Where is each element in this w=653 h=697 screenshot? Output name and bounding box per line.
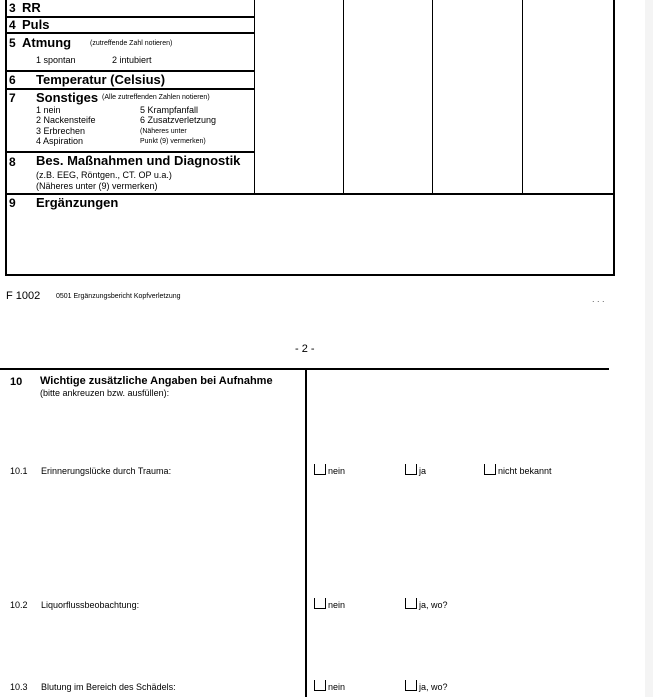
section-subtitle: (bitte ankreuzen bzw. ausfüllen): bbox=[40, 388, 170, 398]
item-number: 10.3 bbox=[10, 682, 28, 692]
row-note: (Alle zutreffenden Zahlen notieren) bbox=[102, 94, 210, 101]
row-number: 5 bbox=[9, 36, 16, 50]
sonstiges-note: (Näheres unter bbox=[140, 128, 187, 135]
option-label: nein bbox=[328, 600, 346, 610]
item-label-erinnerung: Erinnerungslücke durch Trauma: bbox=[41, 466, 172, 476]
row-title-temperatur: Temperatur (Celsius) bbox=[36, 72, 166, 87]
page-number: - 2 - bbox=[295, 343, 315, 355]
item-label-liquor: Liquorflussbeobachtung: bbox=[41, 600, 140, 610]
item-number: 10.2 bbox=[10, 600, 28, 610]
option-intubiert: 2 intubiert bbox=[112, 55, 152, 65]
section-number: 10 bbox=[10, 376, 23, 388]
row-number: 6 bbox=[9, 73, 16, 87]
sonstiges-option: 6 Zusatzverletzung bbox=[140, 115, 217, 125]
sonstiges-option: 4 Aspiration bbox=[36, 136, 84, 146]
checkbox-ja-wo[interactable] bbox=[405, 680, 417, 691]
sonstiges-note: Punkt (9) vermerken) bbox=[140, 138, 206, 145]
row-title-atmung: Atmung bbox=[22, 35, 72, 50]
section-title: Wichtige zusätzliche Angaben bei Aufnahme bbox=[40, 375, 273, 387]
footer-dots: . . . bbox=[592, 294, 605, 304]
checkbox-nein[interactable] bbox=[314, 598, 326, 609]
checkbox-nicht-bekannt[interactable] bbox=[484, 464, 496, 475]
checkbox-ja[interactable] bbox=[405, 464, 417, 475]
item-number: 10.1 bbox=[10, 466, 28, 476]
row-title-massnahmen: Bes. Maßnahmen und Diagnostik bbox=[36, 153, 241, 168]
item-label-blutung: Blutung im Bereich des Schädels: bbox=[41, 682, 176, 692]
sonstiges-option: 2 Nackensteife bbox=[36, 115, 96, 125]
sonstiges-option: 3 Erbrechen bbox=[36, 126, 86, 136]
form-code: F 1002 bbox=[6, 290, 41, 302]
option-label: ja bbox=[419, 466, 427, 476]
option-label: ja, wo? bbox=[419, 600, 448, 610]
sonstiges-option: 5 Krampfanfall bbox=[140, 105, 199, 115]
checkbox-nein[interactable] bbox=[314, 680, 326, 691]
option-spontan: 1 spontan bbox=[36, 55, 76, 65]
row-title-rr: RR bbox=[22, 0, 41, 15]
page-gutter bbox=[645, 0, 653, 697]
option-label: ja, wo? bbox=[419, 682, 448, 692]
option-label: nein bbox=[328, 682, 346, 692]
row-number: 8 bbox=[9, 155, 16, 169]
row-note: (zutreffende Zahl notieren) bbox=[90, 40, 173, 47]
checkbox-ja-wo[interactable] bbox=[405, 598, 417, 609]
row-number: 4 bbox=[9, 18, 16, 32]
ergaenzungen-field[interactable] bbox=[8, 212, 612, 272]
row-number: 9 bbox=[9, 196, 16, 210]
row-sub: (z.B. EEG, Röntgen., CT. OP u.a.) bbox=[36, 170, 172, 180]
row-title-sonstiges: Sonstiges bbox=[36, 90, 99, 105]
option-label: nicht bekannt bbox=[498, 466, 552, 476]
row-title-puls: Puls bbox=[22, 17, 50, 32]
option-label: nein bbox=[328, 466, 346, 476]
sonstiges-option: 1 nein bbox=[36, 105, 61, 115]
row-sub: (Näheres unter (9) vermerken) bbox=[36, 181, 158, 191]
checkbox-nein[interactable] bbox=[314, 464, 326, 475]
row-title-ergaenzungen: Ergänzungen bbox=[36, 195, 119, 210]
row-number: 7 bbox=[9, 91, 16, 105]
form-description: 0501 Ergänzungsbericht Kopfverletzung bbox=[56, 293, 181, 300]
row-number: 3 bbox=[9, 1, 16, 15]
